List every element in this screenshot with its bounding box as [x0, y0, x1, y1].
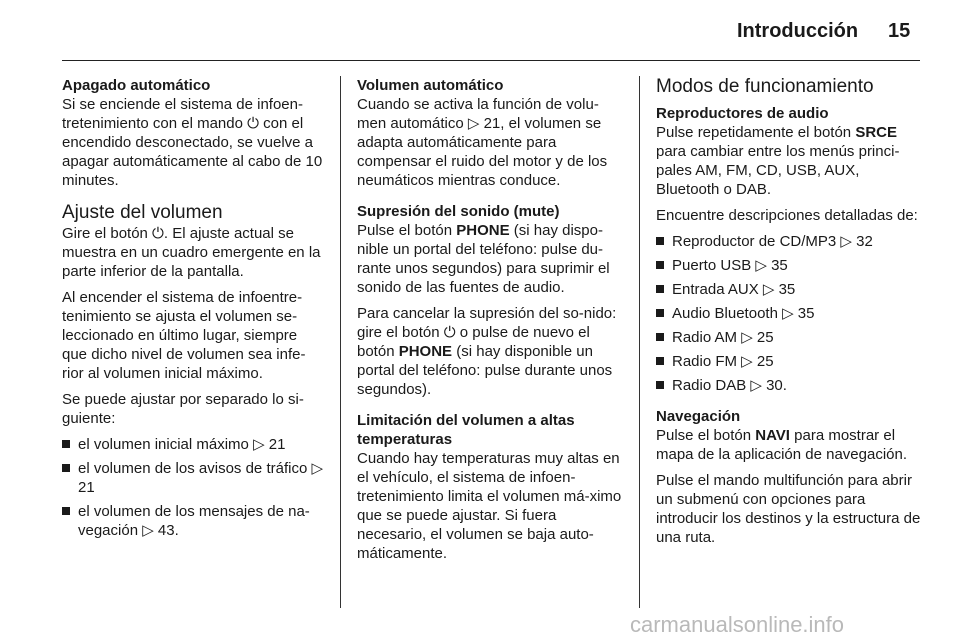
column-2 — [357, 76, 622, 570]
bullet-icon — [656, 357, 664, 365]
list-item: el volumen de los mensajes de na-vegación ▷ 43. — [62, 502, 324, 540]
bullet-icon — [656, 381, 664, 389]
srce-keyword: SRCE — [855, 124, 897, 141]
limit-title: Limitación del volumen a altas temperaturas — [357, 412, 575, 448]
volume-title: Ajuste del volumen — [62, 202, 223, 223]
list-item: Radio FM ▷ 25 — [656, 352, 922, 371]
limit-section — [357, 411, 622, 563]
bullet-icon — [656, 237, 664, 245]
auto-volume-title: Volumen automático — [357, 77, 504, 94]
phone-keyword: PHONE — [398, 343, 453, 360]
mute-title: Supresión del sonido (mute) — [357, 203, 560, 220]
volume-p3: Se puede ajustar por separado lo si-guiente: — [62, 391, 304, 427]
list-item: Radio AM ▷ 25 — [656, 328, 922, 347]
limit-text: Cuando hay temperaturas muy altas en el vehículo, el sistema de infoen-tretenimiento limita el volumen má-ximo que se puede ajustar. Si fuera necesario, el volumen se baja auto-máticamente. — [357, 450, 622, 562]
auto-off-text: Si se enciende el sistema de infoen-tretenimiento con el mando ⏻ con el encendido desconectado, se vuelve a apagar automáticamente al cabo de 10 minutes. — [62, 96, 323, 189]
list-item: Audio Bluetooth ▷ 35 — [656, 304, 922, 323]
list-item: Puerto USB ▷ 35 — [656, 256, 922, 275]
bullet-icon — [656, 261, 664, 269]
list-item: Radio DAB ▷ 30. — [656, 376, 922, 395]
auto-off-section — [62, 76, 324, 190]
phone-keyword: PHONE — [456, 222, 510, 239]
watermark: carmanualsonline.info — [630, 612, 845, 637]
bullet-icon — [656, 333, 664, 341]
auto-volume-text: Cuando se activa la función de volu-men automático ▷ 21, el volumen se adapta automáticamente para compensar el ruido del motor y de los neumáticos mientras conduce. — [357, 96, 608, 189]
volume-p1: Gire el botón ⏻. El ajuste actual se muestra en un cuadro emergente en la parte inferior de la pantalla. — [62, 225, 321, 280]
column-divider-1 — [340, 76, 341, 608]
bullet-icon — [656, 309, 664, 317]
list-item: Reproductor de CD/MP3 ▷ 32 — [656, 232, 922, 251]
players-list — [656, 232, 922, 395]
volume-list — [62, 435, 324, 540]
mute-section: Supresión del sonido (mute) Pulse el botón PHONE (si hay dispo-nible un portal del teléfono: pulse du-rante unos segundos) para suprimir el sonido de las fuentes de audio. — [357, 202, 622, 297]
list-item: el volumen de los avisos de tráfico ▷ 21 — [62, 459, 324, 497]
column-3 — [656, 76, 922, 554]
bullet-icon — [62, 440, 70, 448]
page-title: Introducción — [737, 20, 859, 42]
bullet-icon — [62, 464, 70, 472]
players-title: Reproductores de audio — [656, 105, 829, 122]
list-item: Entrada AUX ▷ 35 — [656, 280, 922, 299]
nav-title: Navegación — [656, 408, 741, 425]
nav-p2: Pulse el mando multifunción para abrir un submenú con opciones para introducir los destinos y la estructura de una ruta. — [656, 472, 921, 546]
list-item: el volumen inicial máximo ▷ 21 — [62, 435, 324, 454]
header-divider — [62, 60, 920, 61]
nav-section: Navegación Pulse el botón NAVI para mostrar el mapa de la aplicación de navegación. — [656, 407, 922, 464]
modes-title: Modos de funcionamiento — [656, 76, 874, 97]
players-section: Reproductores de audio Pulse repetidamente el botón SRCE para cambiar entre los menús princi-pales AM, FM, CD, USB, AUX, Bluetooth o DAB. — [656, 104, 922, 199]
auto-volume-section — [357, 76, 622, 190]
page-number: 15 — [888, 20, 911, 42]
auto-off-title: Apagado automático — [62, 77, 211, 94]
volume-p2: Al encender el sistema de infoentre-tenimiento se ajusta el volumen se-leccionado en último lugar, siempre que dicho nivel de volumen sea infe-rior al volumen inicial máximo. — [62, 289, 306, 382]
column-divider-2 — [639, 76, 640, 608]
players-p2: Encuentre descripciones detalladas de: — [656, 207, 918, 224]
mute-cancel-text: Para cancelar la supresión del so-nido: gire el botón ⏻ o pulse de nuevo el botón PHONE (si hay disponible un portal del teléfono: pulse durante unos segundos). — [357, 305, 617, 398]
bullet-icon — [62, 507, 70, 515]
column-1 — [62, 76, 324, 547]
bullet-icon — [656, 285, 664, 293]
navi-keyword: NAVI — [755, 427, 790, 444]
